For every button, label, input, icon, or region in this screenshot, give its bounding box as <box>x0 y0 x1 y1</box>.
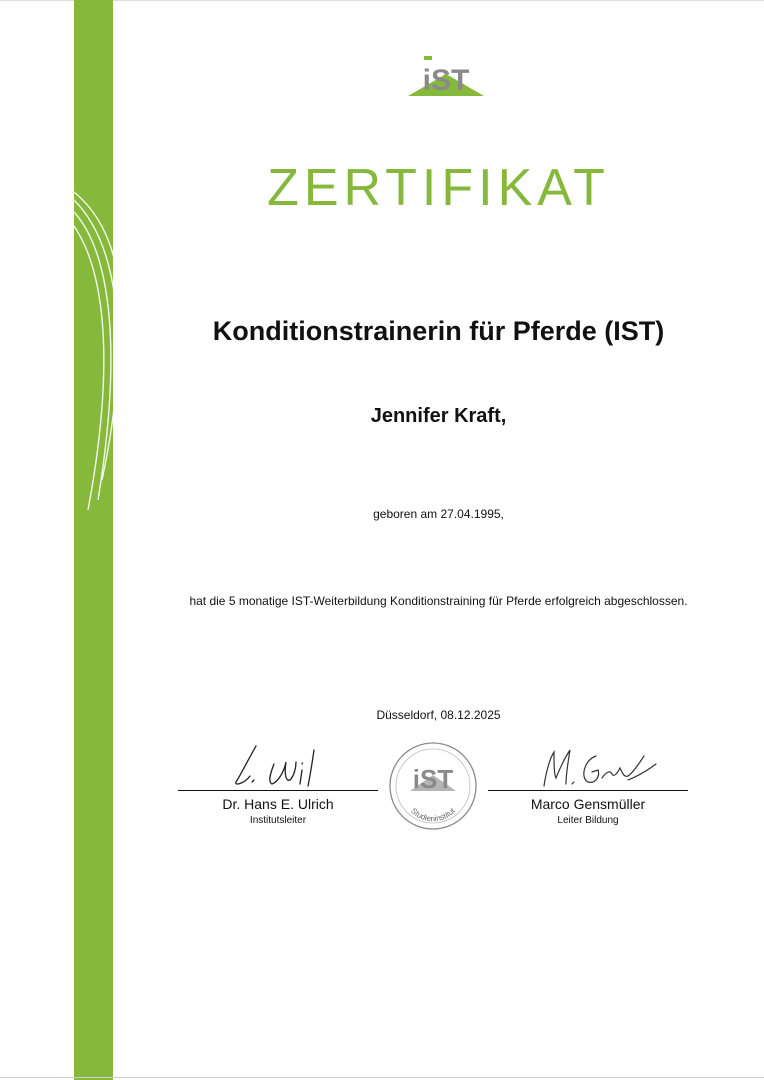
decorative-arcs <box>74 180 134 520</box>
signature-block-left <box>178 742 378 828</box>
green-side-band <box>74 0 113 1080</box>
institute-seal <box>388 741 478 831</box>
signatory-right-name: Marco Gensmüller <box>530 796 646 812</box>
course-title: Konditionstrainerin für Pferde (IST) <box>212 316 665 346</box>
place-and-date: Düsseldorf, 08.12.2025 <box>376 708 501 722</box>
recipient-name: Jennifer Kraft, <box>370 405 507 427</box>
completion-statement: hat die 5 monatige IST-Weiterbildung Konditionstraining für Pferde erfolgreich abgeschlossen. <box>189 594 688 608</box>
signatory-left-role: Institutsleiter <box>249 815 307 826</box>
logo-text: iST <box>422 64 470 97</box>
signature-right-handwritten <box>488 742 688 790</box>
signature-block-right <box>488 742 688 828</box>
certificate-title: ZERTIFIKAT <box>267 159 610 217</box>
birth-date-line: geboren am 27.04.1995, <box>373 507 504 521</box>
signatory-right-role: Leiter Bildung <box>557 815 619 826</box>
seal-ring-text: Studieninstitut <box>409 806 457 824</box>
bottom-edge-line <box>0 1077 764 1078</box>
signatory-left-name: Dr. Hans E. Ulrich <box>222 796 334 812</box>
signature-line-left <box>178 790 378 791</box>
seal-logo-text: iST <box>412 764 454 794</box>
top-edge-line <box>0 0 764 1</box>
signature-line-right <box>488 790 688 791</box>
ist-logo <box>406 52 486 98</box>
signature-left-handwritten <box>178 742 378 790</box>
